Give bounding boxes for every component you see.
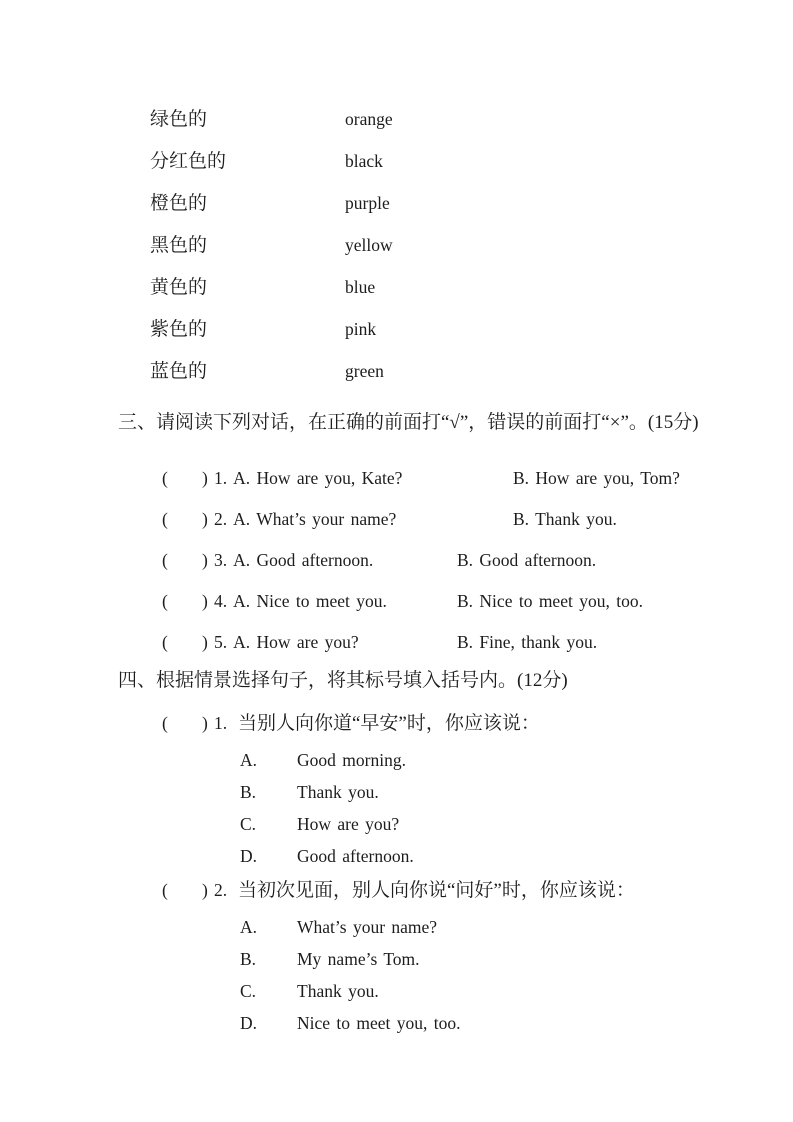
dialog-item-row [0,632,793,658]
match-english: black [345,151,383,171]
match-english: orange [345,109,393,129]
match-row [0,277,793,303]
match-chinese: 蓝色的 [150,361,208,382]
option-text: How are you? [297,814,400,834]
paren-close: ) [202,713,208,733]
match-english: green [345,361,384,381]
question-number: 1. [214,713,228,733]
paren-close: ) [202,509,208,529]
paren-close: ) [202,550,208,570]
option-letter: C. [240,981,257,1001]
option-text: Good afternoon. [297,846,414,866]
paren-close: ) [202,468,208,488]
dialog-b: B. Thank you. [513,509,617,529]
paren-open: ( [162,550,168,570]
option-row [0,846,793,872]
option-row [0,750,793,776]
match-row [0,235,793,261]
question-row [0,880,793,906]
option-row [0,1013,793,1039]
section3-heading: 三、请阅读下列对话，在正确的前面打“√”，错误的前面打“×”。(15分) [118,412,699,433]
question-number: 2. [214,880,228,900]
match-row [0,193,793,219]
dialog-b: B. Fine, thank you. [457,632,598,652]
option-letter: B. [240,949,257,969]
match-chinese: 分红色的 [150,151,227,172]
option-letter: A. [240,750,258,770]
dialog-a: A. How are you, Kate? [233,468,403,488]
section4-heading: 四、根据情景选择句子，将其标号填入括号内。(12分) [118,670,568,691]
paren-open: ( [162,591,168,611]
option-letter: D. [240,846,258,866]
option-letter: C. [240,814,257,834]
paren-close: ) [202,880,208,900]
match-chinese: 绿色的 [150,109,208,130]
paren-open: ( [162,632,168,652]
match-english: yellow [345,235,393,255]
match-row [0,361,793,387]
dialog-b: B. Nice to meet you, too. [457,591,643,611]
dialog-item-row [0,509,793,535]
option-text: Nice to meet you, too. [297,1013,461,1033]
dialog-a: A. Good afternoon. [233,550,374,570]
paren-close: ) [202,591,208,611]
item-number: 4. [214,591,228,611]
question-prompt: 当别人向你道“早安”时，你应该说： [238,713,540,734]
match-chinese: 黄色的 [150,277,208,298]
dialog-item-row [0,591,793,617]
option-text: What’s your name? [297,917,438,937]
option-text: My name’s Tom. [297,949,420,969]
option-letter: D. [240,1013,258,1033]
option-text: Good morning. [297,750,406,770]
dialog-a: A. How are you? [233,632,359,652]
item-number: 3. [214,550,228,570]
match-chinese: 黑色的 [150,235,208,256]
dialog-item-row [0,468,793,494]
match-row [0,151,793,177]
match-chinese: 橙色的 [150,193,208,214]
question-prompt: 当初次见面，别人向你说“问好”时，你应该说： [238,880,635,901]
dialog-item-row [0,550,793,576]
dialog-b: B. How are you, Tom? [513,468,680,488]
dialog-a: A. Nice to meet you. [233,591,387,611]
match-row [0,109,793,135]
option-row [0,782,793,808]
paren-open: ( [162,468,168,488]
item-number: 5. [214,632,228,652]
match-english: blue [345,277,376,297]
option-row [0,917,793,943]
question-row [0,713,793,739]
item-number: 2. [214,509,228,529]
option-text: Thank you. [297,981,379,1001]
paren-close: ) [202,632,208,652]
paren-open: ( [162,713,168,733]
match-english: purple [345,193,390,213]
dialog-a: A. What’s your name? [233,509,397,529]
option-letter: B. [240,782,257,802]
match-english: pink [345,319,377,339]
option-row [0,814,793,840]
option-letter: A. [240,917,258,937]
match-row [0,319,793,345]
dialog-b: B. Good afternoon. [457,550,597,570]
paren-open: ( [162,880,168,900]
option-row [0,949,793,975]
option-row [0,981,793,1007]
paren-open: ( [162,509,168,529]
match-chinese: 紫色的 [150,319,208,340]
option-text: Thank you. [297,782,379,802]
item-number: 1. [214,468,228,488]
